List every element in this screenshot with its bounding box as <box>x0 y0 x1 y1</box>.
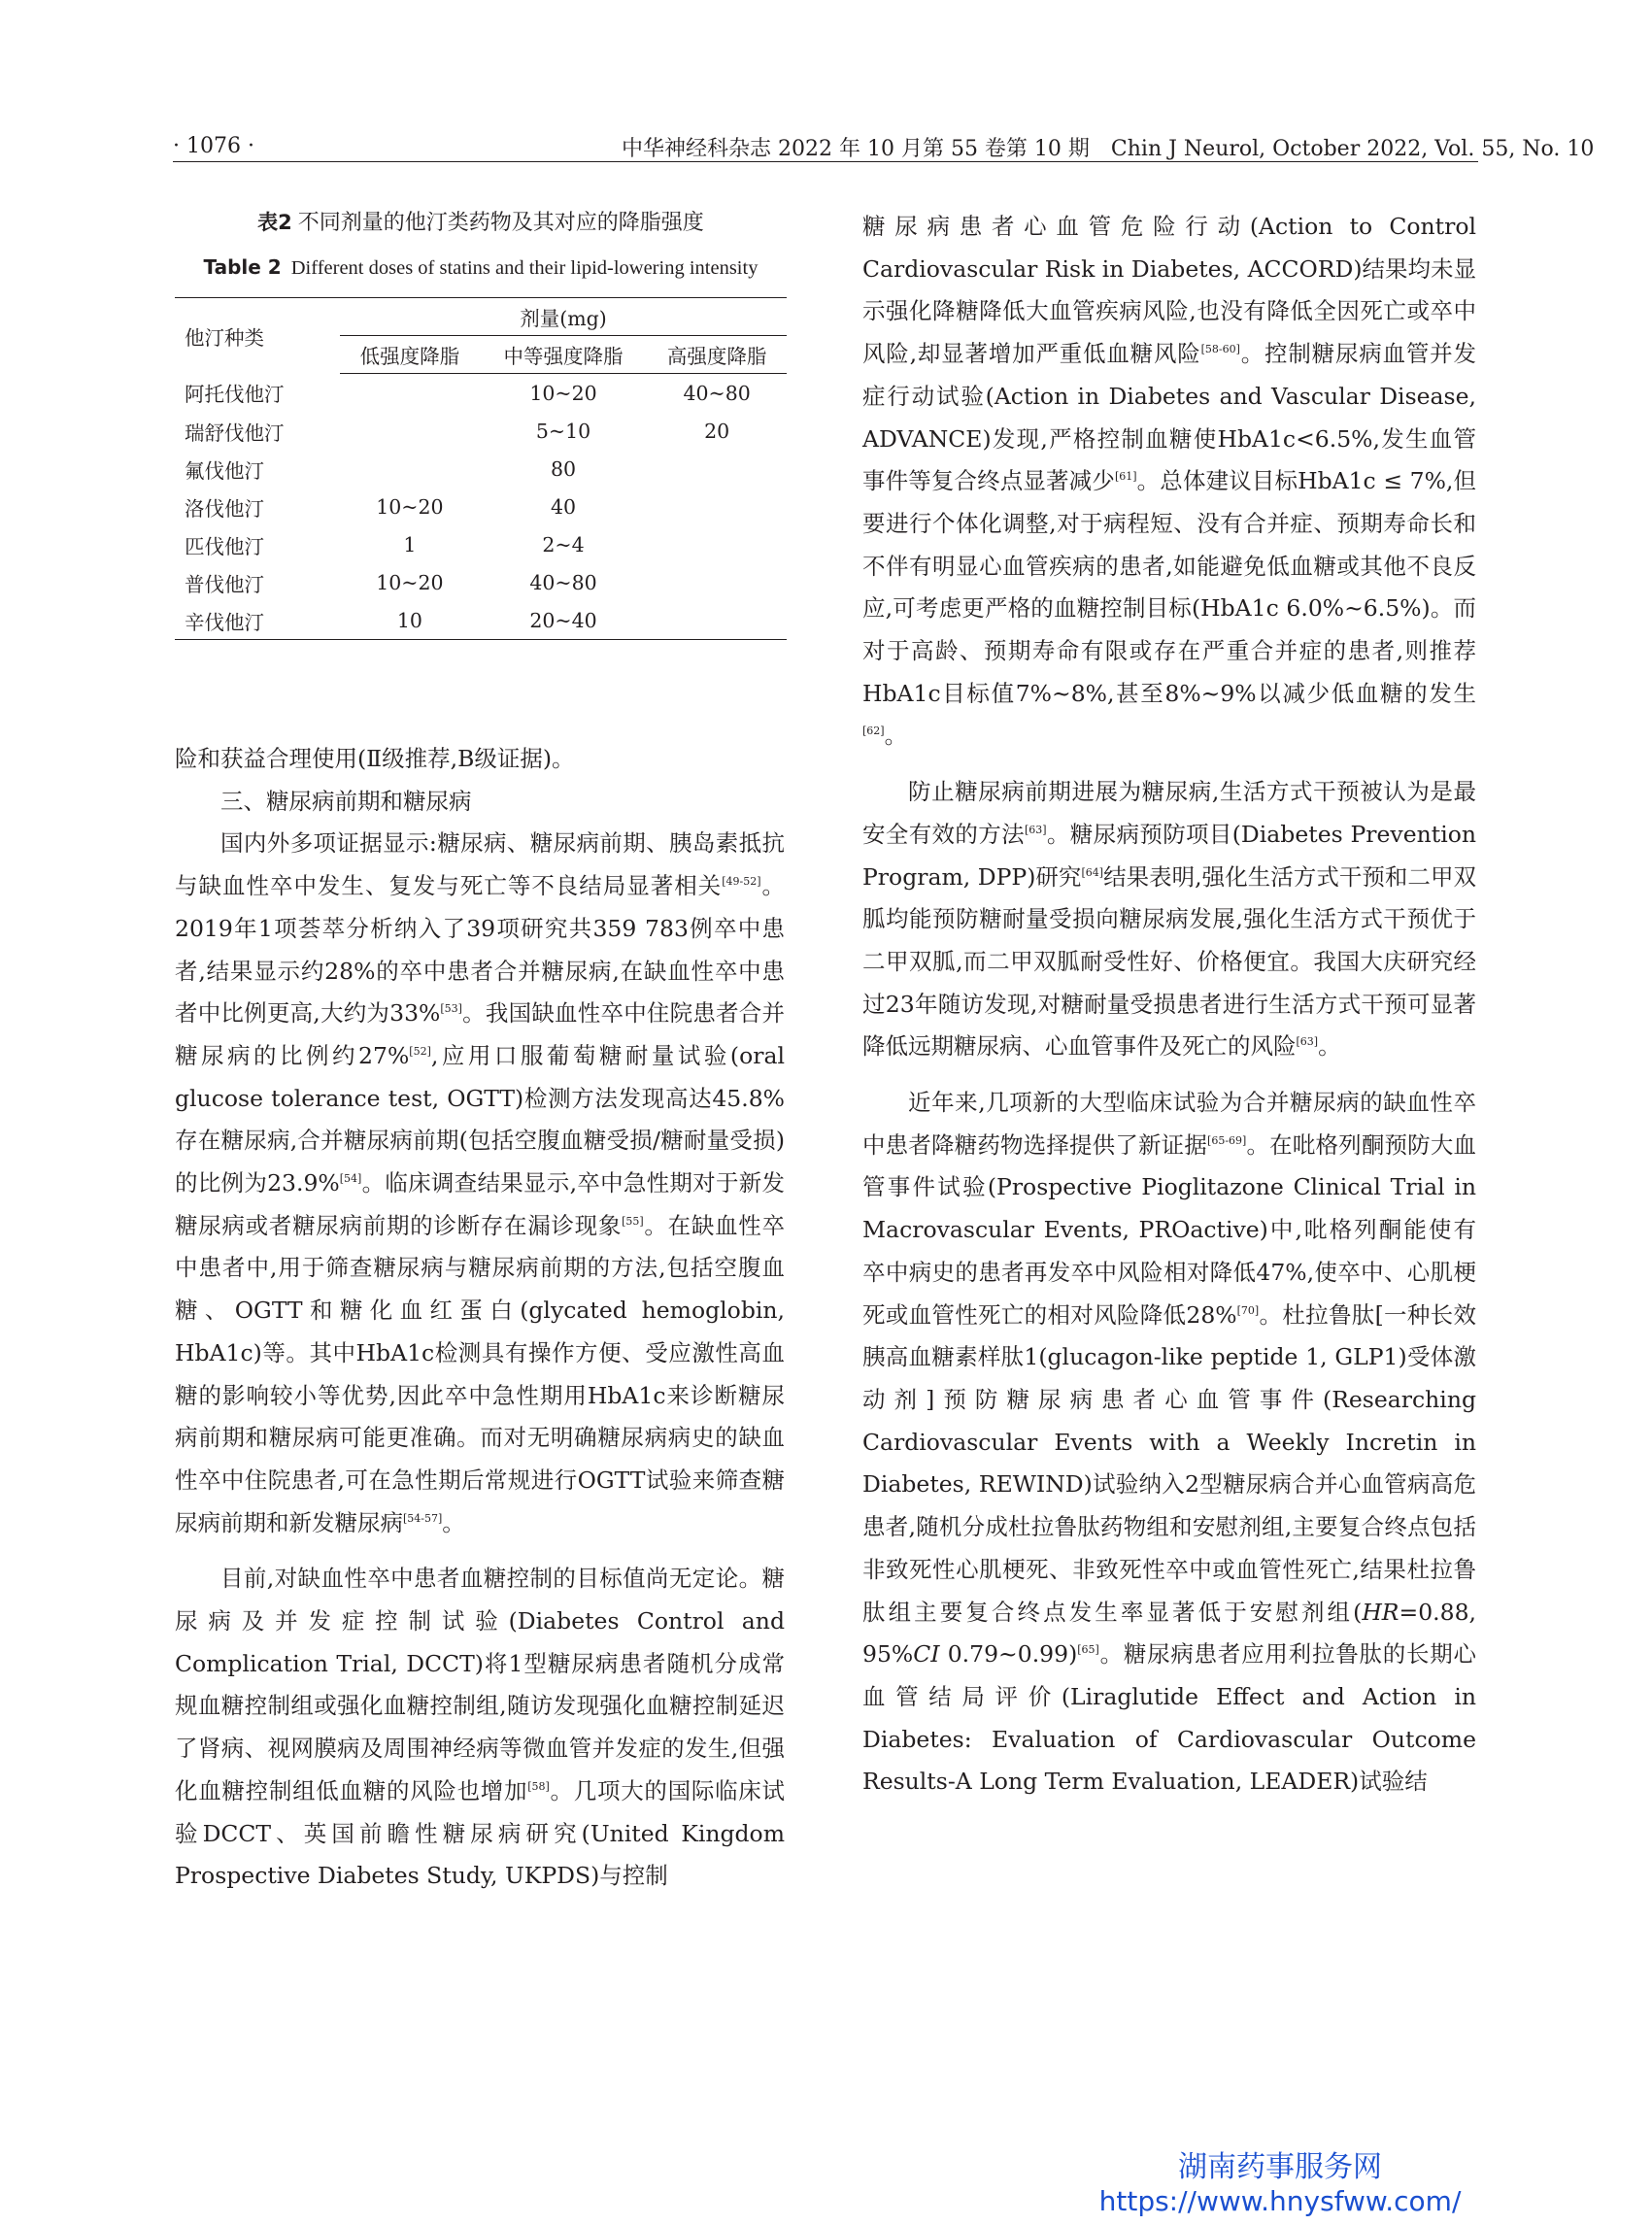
citation: [65-69] <box>1207 1133 1247 1147</box>
table-row <box>175 525 787 563</box>
page-number: · 1076 · <box>173 134 254 158</box>
table-caption-en <box>175 248 787 287</box>
table-label-cn: 表2 <box>257 211 292 234</box>
ci-label: CI <box>913 1640 940 1669</box>
citation: [70] <box>1236 1303 1260 1317</box>
cell-low: 10~20 <box>376 570 444 594</box>
statin-dose-table <box>175 297 787 640</box>
paragraph: 险和获益合理使用(Ⅱ级推荐,B级证据)。 <box>175 745 575 772</box>
watermark-title: 湖南药事服务网 <box>1178 2150 1382 2184</box>
cell-drug: 阿托伐他汀 <box>185 383 285 407</box>
cell-mid: 2~4 <box>542 532 585 556</box>
paragraph: 近年来,几项新的大型临床试验为合并糖尿病的缺血性卒中患者降糖药物选择提供了新证据[65-69]。在吡格列酮预防大血管事件试验(Prospective Pioglitazone Clinical Trial in Macrovascular Events, PROactive)中,吡格列酮能使有卒中病史的患者再发卒中风险相对降低47%,使卒中、心肌梗死或血管性死亡的相对风险降低28%[70]。杜拉鲁肽[一种长效胰高血糖素样肽1(glucagon-like peptide 1, GLP1)受体激动剂]预防糖尿病患者心血管事件(Researching Cardiovascular Events with a Weekly Incretin in Diabetes, REWIND)试验纳入2型糖尿病合并心血管病高危患者,随机分成杜拉鲁肽药物组和安慰剂组,主要复合终点包括非致死性心肌梗死、非致死性卒中或血管性死亡,结果杜拉鲁肽组主要复合终点发生率显著低于安慰剂组(HR=0.88, 95%CI 0.79~0.99)[65]。糖尿病患者应用利拉鲁肽的长期心血管结局评价(Liraglutide Effect and Action in Diabetes: Evaluation of Cardiovascular Outcome Results-A Long Term Evaluation, LEADER)试验结 <box>862 1089 1477 1796</box>
cell-mid: 5~10 <box>535 419 591 443</box>
cell-mid: 10~20 <box>529 381 597 405</box>
citation: [65] <box>1077 1643 1099 1657</box>
cell-drug: 匹伐他汀 <box>185 534 264 558</box>
cell-low <box>340 374 480 413</box>
citation: [64] <box>1081 865 1104 879</box>
cell-drug: 洛伐他汀 <box>185 496 264 521</box>
cell-drug: 普伐他汀 <box>185 572 264 596</box>
table-caption-cn <box>175 206 787 236</box>
citation: [54-57] <box>403 1511 443 1525</box>
citation: [53] <box>440 1002 462 1016</box>
journal-info: 中华神经科杂志 2022 年 10 月第 55 卷第 10 期 Chin J Neurol, October 2022, Vol. 55, No. 10 <box>622 137 1595 161</box>
paragraph: 防止糖尿病前期进展为糖尿病,生活方式干预被认为是最安全有效的方法[63]。糖尿病预防项目(Diabetes Prevention Program, DPP)研究[64]结果表明,强化生活方式干预和二甲双胍均能预防糖耐量受损向糖尿病发展,强化生活方式干预优于二甲双胍,而二甲双胍耐受性好、价格便宜。我国大庆研究经过23年随访发现,对糖耐量受损患者进行生活方式干预可显著降低远期糖尿病、心血管事件及死亡的风险[63]。 <box>862 778 1476 1061</box>
cell-mid: 40~80 <box>529 570 597 594</box>
cell-low: 10~20 <box>376 494 444 519</box>
cell-high <box>647 450 787 488</box>
cell-low <box>340 412 480 450</box>
watermark-url[interactable]: https://www.hnysfww.com/ <box>1098 2185 1462 2217</box>
watermark <box>1076 2150 1484 2218</box>
citation: [54] <box>339 1172 362 1186</box>
section-heading: 三、糖尿病前期和糖尿病 <box>220 787 472 815</box>
paragraph: 糖尿病患者心血管危险行动(Action to Control Cardiovascular Risk in Diabetes, ACCORD)结果均未显示强化降糖降低大血管疾病风险,也没有降低全因死亡或卒中风险,却显著增加严重低血糖风险[58-60]。控制糖尿病血管并发症行动试验(Action in Diabetes and Vascular Disease, ADVANCE)发现,严格控制血糖使HbA1c<6.5%,发生血管事件等复合终点显著减少[61]。总体建议目标HbA1c ≤ 7%,但要进行个体化调整,对于病程短、没有合并症、预期寿命长和不伴有明显心血管疾病的患者,如能避免低血糖或其他不良反应,可考虑更严格的血糖控制目标(HbA1c 6.0%~6.5%)。而对于高龄、预期寿命有限或存在严重合并症的患者,则推荐HbA1c目标值7%~8%,甚至8%~9%以减少低血糖的发生[62]。 <box>862 213 1476 750</box>
cell-low: 10 <box>340 601 480 640</box>
cell-mid: 40 <box>550 494 577 519</box>
table-row <box>175 412 787 450</box>
cell-high <box>647 601 787 640</box>
table-row <box>175 450 787 488</box>
header-mid: 中等强度降脂 <box>480 336 648 374</box>
citation: [63] <box>1296 1035 1319 1049</box>
cell-high <box>647 525 787 563</box>
cell-high: 20 <box>704 419 730 443</box>
table-label-en: Table 2 <box>203 255 282 279</box>
cell-mid: 20~40 <box>480 601 648 640</box>
citation: [49-52] <box>722 875 761 889</box>
table-title-cn: 不同剂量的他汀类药物及其对应的降脂强度 <box>297 211 704 235</box>
cell-high <box>647 563 787 601</box>
header-drug: 他汀种类 <box>185 325 264 350</box>
citation: [63] <box>1024 824 1047 837</box>
right-column <box>862 206 1476 1804</box>
table-row <box>175 563 787 601</box>
header-dose: 剂量(mg) <box>340 298 787 336</box>
citation: [61] <box>1114 470 1137 484</box>
cell-high: 40~80 <box>683 381 751 405</box>
citation: [58-60] <box>1200 343 1240 356</box>
citation: [55] <box>622 1214 644 1228</box>
header-low: 低强度降脂 <box>340 336 480 374</box>
header-high: 高强度降脂 <box>647 336 787 374</box>
table-title-en: Different doses of statins and their lipid-lowering intensity <box>290 257 759 279</box>
cell-drug: 氟伐他汀 <box>185 458 264 483</box>
table-row <box>175 601 787 640</box>
table-2 <box>175 206 787 640</box>
header-rule <box>173 161 1478 162</box>
paragraph: 目前,对缺血性卒中患者血糖控制的目标值尚无定论。糖尿病及并发症控制试验(Diabetes Control and Complication Trial, DCCT)将1型糖尿病患者随机分成常规血糖控制组或强化血糖控制组,随访发现强化血糖控制延迟了肾病、视网膜病及周围神经病等微血管并发症的发生,但强化血糖控制组低血糖的风险也增加[58]。几项大的国际临床试验DCCT、英国前瞻性糖尿病研究(United Kingdom Prospective Diabetes Study, UKPDS)与控制 <box>175 1565 786 1890</box>
cell-low: 1 <box>403 532 417 556</box>
cell-mid: 80 <box>550 456 577 481</box>
citation: [62] <box>862 725 885 738</box>
cell-low <box>340 450 480 488</box>
hr-label: HR <box>1362 1598 1399 1626</box>
citation: [58] <box>527 1780 550 1794</box>
citation: [52] <box>409 1045 431 1059</box>
table-row <box>175 488 787 525</box>
paragraph: 国内外多项证据显示:糖尿病、糖尿病前期、胰岛素抵抗与缺血性卒中发生、复发与死亡等不良结局显著相关[49-52]。2019年1项荟萃分析纳入了39项研究共359 783例卒中患者,结果显示约28%的卒中患者合并糖尿病,在缺血性卒中患者中比例更高,大约为33%[53]。我国缺血性卒中住院患者合并糖尿病的比例约27%[52],应用口服葡萄糖耐量试验(oral glucose tolerance test, OGTT)检测方法发现高达45.8%存在糖尿病,合并糖尿病前期(包括空腹血糖受损/糖耐量受损)的比例为23.9%[54]。临床调查结果显示,卒中急性期对于新发糖尿病或者糖尿病前期的诊断存在漏诊现象[55]。在缺血性卒中患者中,用于筛查糖尿病与糖尿病前期的方法,包括空腹血糖、OGTT和糖化血红蛋白(glycated hemoglobin, HbA1c)等。其中HbA1c检测具有操作方便、受应激性高血糖的影响较小等优势,因此卒中急性期用HbA1c来诊断糖尿病前期和糖尿病可能更准确。而对无明确糖尿病病史的缺血性卒中住院患者,可在急性期后常规进行OGTT试验来筛查糖尿病前期和新发糖尿病[54-57]。 <box>175 829 786 1536</box>
cell-high <box>647 488 787 525</box>
cell-drug: 瑞舒伐他汀 <box>185 421 285 445</box>
cell-drug: 辛伐他汀 <box>175 601 340 640</box>
left-column <box>175 738 785 1898</box>
table-row <box>175 374 787 413</box>
